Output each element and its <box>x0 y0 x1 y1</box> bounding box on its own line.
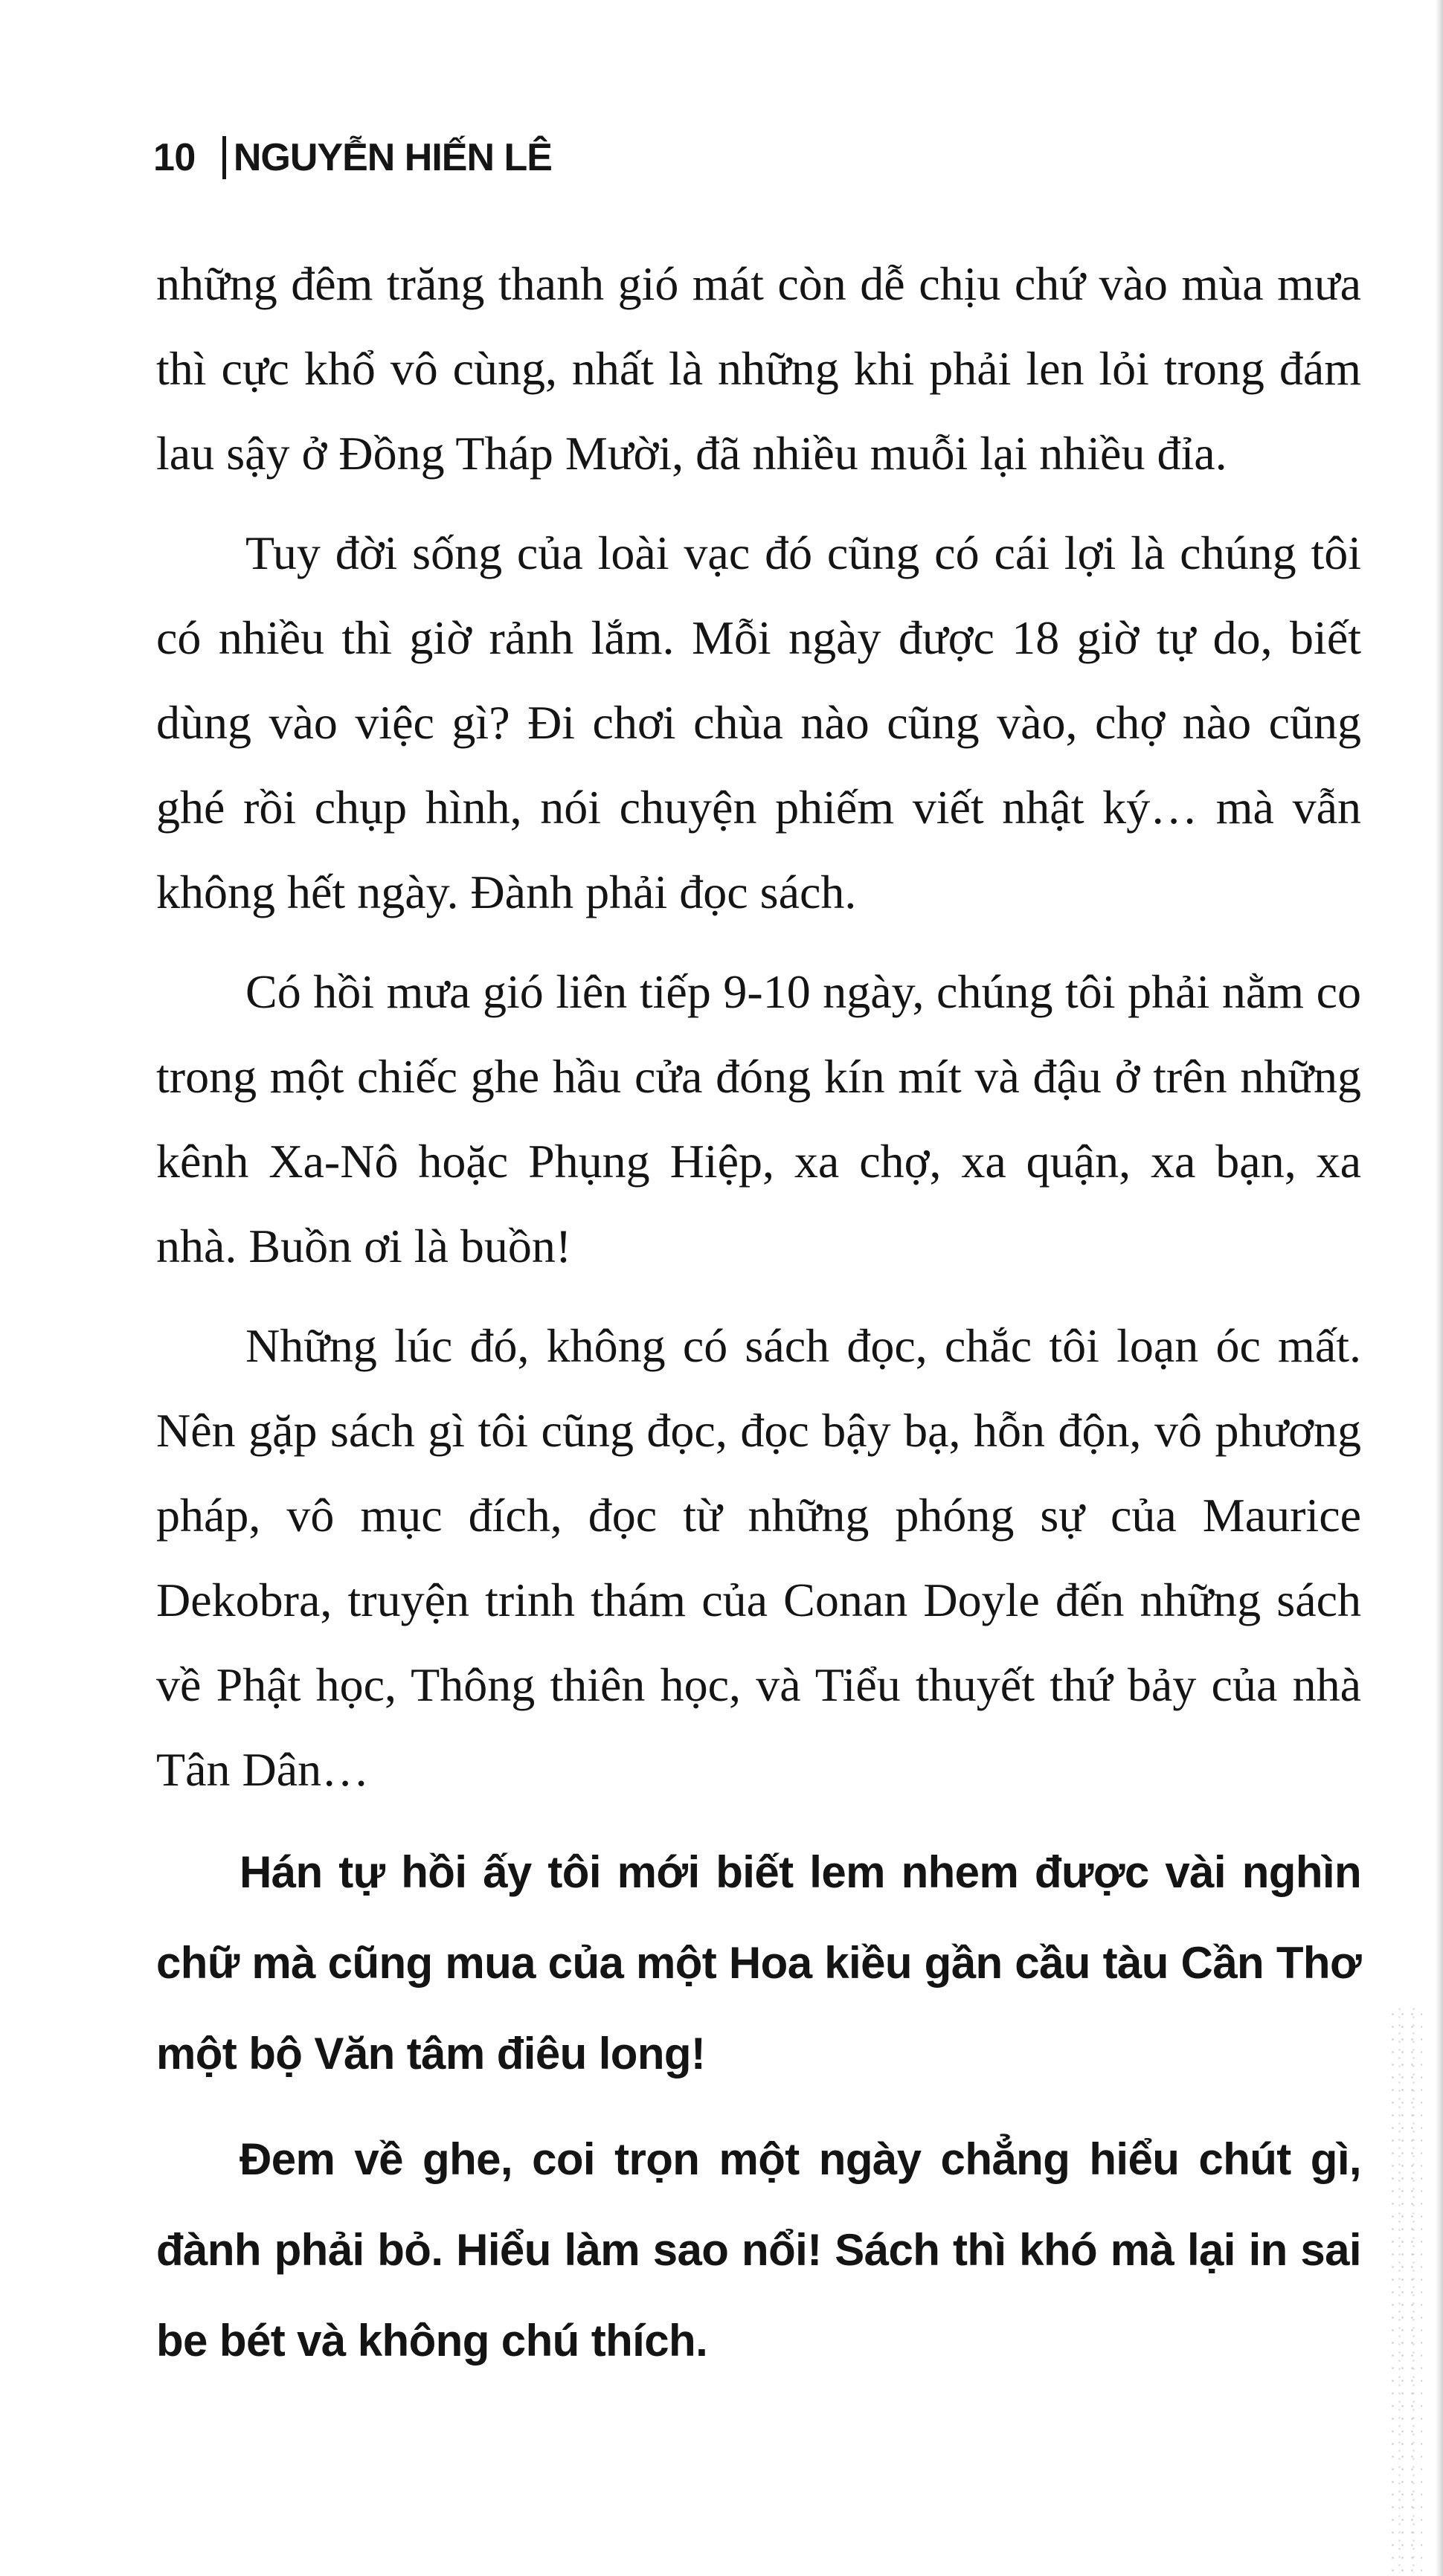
header-divider <box>222 136 226 179</box>
paragraph-1: những đêm trăng thanh gió mát còn dễ chịu chứ vào mùa mưa thì cực khổ vô cùng, nhất là những khi phải len lỏi trong đám lau sậy ở Đồng Tháp Mười, đã nhiều muỗi lại nhiều đỉa. <box>156 257 1361 480</box>
running-header <box>153 128 552 187</box>
page-number: 10 <box>153 136 196 179</box>
scan-speckle <box>1388 2008 1422 2573</box>
page-edge <box>1436 0 1443 2576</box>
paragraph-6: Đem về ghe, coi trọn một ngày chẳng hiểu chút gì, đành phải bỏ. Hiểu làm sao nổi! Sách thì khó mà lại in sai be bét và không chú thích. <box>156 2134 1361 2366</box>
paragraph-4: Những lúc đó, không có sách đọc, chắc tôi loạn óc mất. Nên gặp sách gì tôi cũng đọc, đọc bậy bạ, hỗn độn, vô phương pháp, vô mục đích, đọc từ những phóng sự của Maurice Dekobra, truyện trinh thám của Conan Doyle đến những sách về Phật học, Thông thiên học, và Tiểu thuyết thứ bảy của nhà Tân Dân… <box>156 1319 1361 1796</box>
running-header-author: NGUYỄN HIẾN LÊ <box>233 136 552 179</box>
paragraph-5: Hán tự hồi ấy tôi mới biết lem nhem được vài nghìn chữ mà cũng mua của một Hoa kiều gần cầu tàu Cần Thơ một bộ Văn tâm điêu long! <box>156 1847 1361 2078</box>
paragraph-2: Tuy đời sống của loài vạc đó cũng có cái lợi là chúng tôi có nhiều thì giờ rảnh lắm. Mỗi ngày được 18 giờ tự do, biết dùng vào việc gì? Đi chơi chùa nào cũng vào, chợ nào cũng ghé rồi chụp hình, nói chuyện phiếm viết nhật ký… mà vẫn không hết ngày. Đành phải đọc sách. <box>156 527 1361 918</box>
paragraph-3: Có hồi mưa gió liên tiếp 9-10 ngày, chúng tôi phải nằm co trong một chiếc ghe hầu cửa đóng kín mít và đậu ở trên những kênh Xa-Nô hoặc Phụng Hiệp, xa chợ, xa quận, xa bạn, xa nhà. Buồn ơi là buồn! <box>156 965 1361 1272</box>
body-text <box>156 242 1361 2386</box>
